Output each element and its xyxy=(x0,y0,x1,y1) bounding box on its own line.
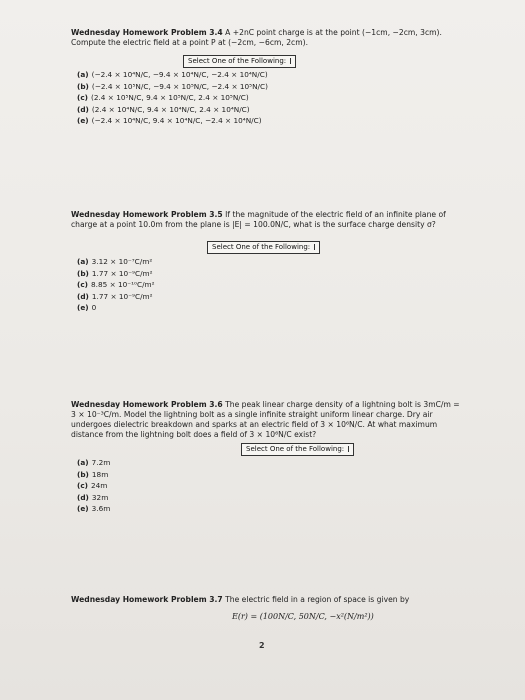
choice-b[interactable]: (b) 18m xyxy=(77,469,109,479)
choice-a[interactable]: (a) 3.12 × 10⁻⁷C/m² xyxy=(77,257,153,266)
choice-a[interactable]: (a) (−2.4 × 10⁴N/C, −9.4 × 10⁴N/C, −2.4 × 10⁴N/C) xyxy=(77,70,268,79)
problem-text: If the magnitude of the electric field of an infinite plane of charge at a point 10.0m from the plane is |E| = 100.0N/C, what is the surface charge density σ? xyxy=(71,210,446,229)
choice-e[interactable]: (e) 3.6m xyxy=(77,504,111,514)
problem-title: Wednesday Homework Problem 3.6 xyxy=(71,400,223,409)
problem-3-5 xyxy=(71,210,466,230)
problem-title: Wednesday Homework Problem 3.7 xyxy=(71,595,223,604)
choice-e[interactable]: (e) 0 xyxy=(77,303,97,313)
choice-d[interactable]: (d) 1.77 × 10⁻⁹C/m² xyxy=(77,291,153,301)
choice-b[interactable]: (b) (−2.4 × 10⁵N/C, −9.4 × 10⁵N/C, −2.4 × 10⁵N/C) xyxy=(77,81,268,91)
electric-field-formula: E(r) = (100N/C, 50N/C, −x²(N/m²)) xyxy=(232,612,374,621)
choice-e[interactable]: (e) (−2.4 × 10⁴N/C, 9.4 × 10⁴N/C, −2.4 × 10⁴N/C) xyxy=(77,116,262,126)
choice-c[interactable]: (c) (2.4 × 10⁵N/C, 9.4 × 10⁵N/C, 2.4 × 10⁵N/C) xyxy=(77,93,249,103)
problem-3-4 xyxy=(71,28,466,48)
problem-3-6 xyxy=(71,400,466,440)
choices-3-6 xyxy=(77,457,110,515)
choice-c[interactable]: (c) 24m xyxy=(77,481,108,491)
choice-a[interactable]: (a) 7.2m xyxy=(77,458,111,467)
select-one-dropdown[interactable]: Select One of the Following: xyxy=(183,55,296,68)
choices-3-4 xyxy=(77,69,268,127)
page-number: 2 xyxy=(259,641,265,650)
problem-text: A +2nC point charge is at the point (−1cm, −2cm, 3cm). Compute the electric field at a point P at (−2cm, −6cm, 2cm). xyxy=(71,28,442,47)
choice-c[interactable]: (c) 8.85 × 10⁻¹⁰C/m² xyxy=(77,280,155,290)
problem-3-7 xyxy=(71,595,466,605)
problem-text: The peak linear charge density of a lightning bolt is 3mC/m = 3 × 10⁻³C/m. Model the lightning bolt as a single infinite straight uniform linear charge. Dry air undergoes dielectric breakdown and sparks at an electric field of 3 × 10⁶N/C. At what maximum distance from the lightning bolt does a field of 3 × 10⁶N/C exist? xyxy=(71,400,460,439)
choice-d[interactable]: (d) (2.4 × 10⁴N/C, 9.4 × 10⁴N/C, 2.4 × 10⁴N/C) xyxy=(77,104,250,114)
problem-text: The electric field in a region of space is given by xyxy=(222,595,410,604)
choice-d[interactable]: (d) 32m xyxy=(77,492,109,502)
problem-title: Wednesday Homework Problem 3.4 xyxy=(71,28,223,37)
select-one-dropdown[interactable]: Select One of the Following: xyxy=(207,241,320,254)
problem-title: Wednesday Homework Problem 3.5 xyxy=(71,210,223,219)
choice-b[interactable]: (b) 1.77 × 10⁻⁹C/m² xyxy=(77,268,153,278)
select-one-dropdown[interactable]: Select One of the Following: xyxy=(241,443,354,456)
choices-3-5 xyxy=(77,256,155,314)
